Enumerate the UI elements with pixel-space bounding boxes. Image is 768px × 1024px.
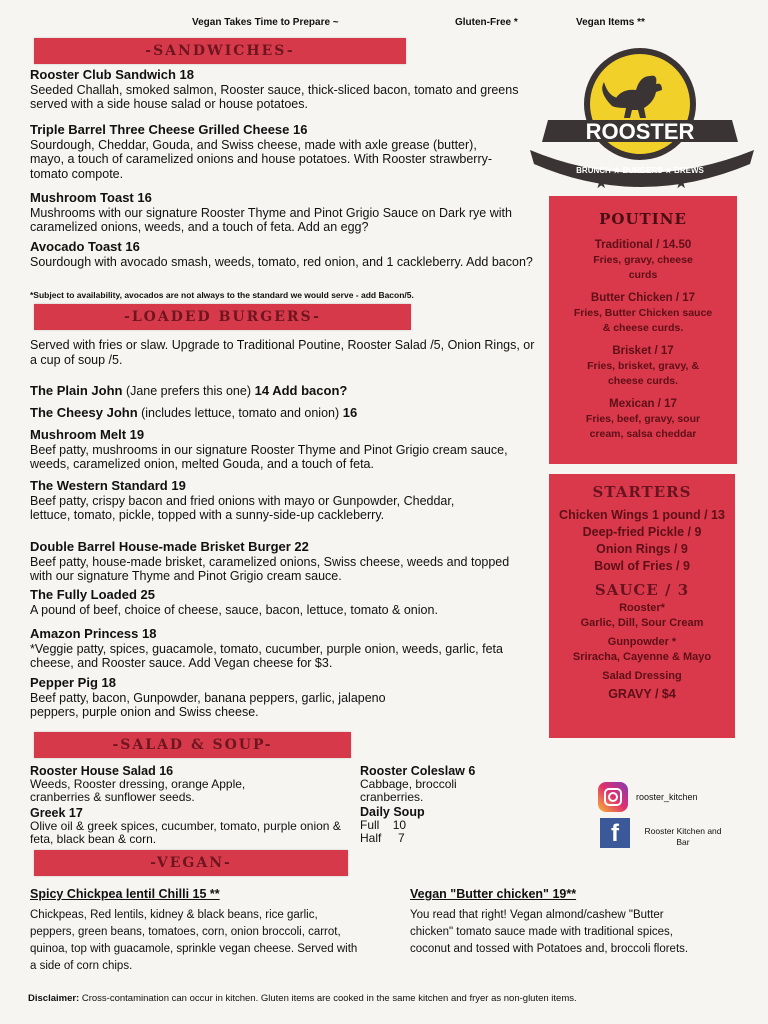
- item-title: Amazon Princess 18: [30, 626, 157, 641]
- item-description: Sourdough with avocado smash, weeds, tomato, red onion, and 1 cackleberry. Add bacon?: [30, 254, 533, 269]
- section-loaded-burgers: -LOADED BURGERS-: [34, 304, 411, 330]
- disclaimer-text: Cross-contamination can occur in kitchen. Gluten items are cooked in the same kitchen and fryer as non-gluten items.: [79, 993, 577, 1004]
- item-description: You read that right! Vegan almond/cashew "Butter chicken" tomato sauce made with traditional spices, coconut and tossed with Potatoes and, broccoli florets.: [410, 909, 689, 955]
- item-title: The Western Standard 19: [30, 478, 186, 493]
- legend-vegan-items: Vegan Items **: [576, 17, 645, 28]
- section-vegan: -VEGAN-: [34, 850, 348, 876]
- starter-item: Deep-fried Pickle / 9: [582, 525, 702, 539]
- item-description: Beef patty, house-made brisket, caramelized onions, Swiss cheese, weeds and topped with our signature Thyme and Pinot Grigio cream sauce.: [30, 554, 510, 583]
- item-description: Sourdough, Cheddar, Gouda, and Swiss cheese, made with axle grease (butter), mayo, a touch of caramelized onions and house potatoes. With Rooster strawberry-tomato compote.: [30, 137, 493, 181]
- starter-item: Onion Rings / 9: [596, 542, 688, 556]
- poutine-heading: POUTINE: [599, 210, 687, 228]
- section-sandwiches: -SANDWICHES-: [34, 38, 406, 64]
- item-description: Seeded Challah, smoked salmon, Rooster sauce, thick-sliced bacon, tomato and greens served with a side house salad or house potatoes.: [30, 82, 519, 111]
- poutine-panel: [549, 196, 737, 464]
- disclaimer: [28, 993, 748, 1004]
- poutine-item-desc: Fries, brisket, gravy, & cheese curds.: [587, 360, 699, 387]
- facebook-link[interactable]: [600, 818, 750, 852]
- menu-item: [30, 887, 360, 975]
- item-description: Olive oil & greek spices, cucumber, tomato, purple onion & feta, black bean & corn.: [30, 819, 341, 846]
- menu-item: [30, 68, 520, 112]
- item-description: Cabbage, broccoli cranberries.: [360, 777, 457, 804]
- logo-name: ROOSTER: [585, 119, 695, 144]
- logo-tagline: BRUNCH ★ BURGERS ★ BREWS: [576, 166, 704, 175]
- poutine-item-name: Butter Chicken / 17: [590, 292, 696, 304]
- sauce-desc: Garlic, Dill, Sour Cream: [580, 617, 704, 629]
- item-price: 14 Add bacon?: [251, 383, 348, 398]
- menu-item: [30, 479, 470, 523]
- menu-item: [30, 676, 410, 720]
- item-description: *Veggie patty, spices, guacamole, tomato, cucumber, purple onion, weeds, garlic, feta cheese, and Rooster sauce. Add Vegan cheese for $3.: [30, 641, 503, 670]
- item-title: Greek 17: [30, 806, 83, 820]
- instagram-link[interactable]: [598, 782, 748, 814]
- sauce-desc: Sriracha, Cayenne & Mayo: [572, 651, 712, 663]
- item-title: The Cheesy John: [30, 405, 138, 420]
- section-salad-soup: -SALAD & SOUP-: [34, 732, 351, 758]
- instagram-icon: [598, 782, 628, 812]
- svg-text:★: ★: [594, 175, 609, 192]
- soup-half: Half 7: [360, 831, 405, 845]
- item-title: Avocado Toast 16: [30, 239, 140, 254]
- daily-soup: [360, 806, 500, 845]
- disclaimer-label: Disclaimer:: [28, 993, 80, 1004]
- menu-item: [30, 627, 525, 671]
- starters-panel: [549, 474, 735, 738]
- item-note: (includes lettuce, tomato and onion): [137, 406, 340, 420]
- menu-item: [30, 406, 530, 421]
- facebook-name: Rooster Kitchen and Bar: [644, 826, 722, 847]
- sauce-name: Gunpowder *: [607, 636, 677, 648]
- poutine-item-name: Brisket / 17: [612, 345, 674, 357]
- avocado-note: *Subject to availability, avocados are not always to the standard we would serve - add Bacon/5.: [30, 290, 414, 300]
- menu-item: [30, 540, 520, 584]
- menu-item: [30, 588, 530, 617]
- svg-text:★: ★: [618, 171, 633, 188]
- item-description: Mushrooms with our signature Rooster Thyme and Pinot Grigio Sauce on Dark rye with caramelized onions, weeds, and a touch of feta. Add an egg?: [30, 205, 512, 234]
- poutine-item-desc: Fries, Butter Chicken sauce & cheese curds.: [573, 307, 713, 334]
- item-title: Rooster House Salad 16: [30, 764, 174, 778]
- soup-full: Full 10: [360, 818, 407, 832]
- sauce-heading: SAUCE / 3: [594, 581, 690, 599]
- item-title: The Fully Loaded 25: [30, 587, 155, 602]
- poutine-item-desc: Fries, beef, gravy, sour cream, salsa cheddar: [585, 413, 701, 440]
- item-title: Mushroom Toast 16: [30, 190, 152, 205]
- instagram-handle: rooster_kitchen: [636, 792, 698, 802]
- item-description: Beef patty, mushrooms in our signature Rooster Thyme and Pinot Grigio cream sauce, weeds, caramelized onion, melted Gouda, and a touch of feta.: [30, 442, 508, 471]
- poutine-item-name: Traditional / 14.50: [594, 239, 692, 251]
- facebook-icon: f: [600, 818, 630, 848]
- item-title: Spicy Chickpea lentil Chilli 15 **: [30, 887, 220, 901]
- item-title: The Plain John: [30, 383, 123, 398]
- poutine-item-name: Mexican / 17: [609, 398, 677, 410]
- item-price: 16: [339, 405, 358, 420]
- item-title: Vegan "Butter chicken" 19**: [410, 887, 577, 901]
- legend-vegan-time: Vegan Takes Time to Prepare ~: [192, 17, 339, 28]
- item-description: Beef patty, crispy bacon and fried onions with mayo or Gunpowder, Cheddar, lettuce, tomato, pickle, topped with a sunny-side-up cackleberry.: [30, 493, 455, 522]
- starter-item: Bowl of Fries / 9: [594, 559, 690, 573]
- gravy-price: GRAVY / $4: [608, 687, 676, 701]
- starters-heading: STARTERS: [592, 483, 692, 501]
- item-description: Beef patty, bacon, Gunpowder, banana peppers, garlic, jalapeno peppers, purple onion and Swiss cheese.: [30, 690, 386, 719]
- item-description: Chickpeas, Red lentils, kidney & black beans, rice garlic, peppers, green beans, tomatoes, corn, onion broccoli, carrot, quinoa, top with guacamole, sprinkle vegan cheese. Served with a side of corn chips.: [30, 909, 358, 972]
- menu-item: [30, 384, 530, 399]
- sauce-name: Salad Dressing: [602, 670, 682, 682]
- menu-item: [30, 240, 545, 269]
- menu-item: [30, 807, 350, 846]
- item-title: Rooster Coleslaw 6: [360, 764, 476, 778]
- menu-item: [410, 887, 695, 958]
- legend-gluten-free: Gluten-Free *: [455, 17, 518, 28]
- burgers-intro: [30, 338, 540, 367]
- item-title: Rooster Club Sandwich 18: [30, 67, 194, 82]
- menu-item: [30, 428, 530, 472]
- starter-item: Chicken Wings 1 pound / 13: [559, 508, 725, 522]
- item-title: Triple Barrel Three Cheese Grilled Cheese 16: [30, 122, 308, 137]
- burgers-intro-text: Served with fries or slaw. Upgrade to Traditional Poutine, Rooster Salad /5, Onion Rings, or a cup of soup /5.: [30, 338, 535, 367]
- poutine-item-desc: Fries, gravy, cheese curds: [593, 254, 693, 281]
- rooster-logo: [528, 46, 756, 192]
- menu-item: [360, 765, 500, 804]
- item-title: Double Barrel House-made Brisket Burger 22: [30, 539, 309, 554]
- sauce-name: Rooster*: [619, 602, 665, 614]
- item-title: Daily Soup: [360, 805, 425, 819]
- item-note: (Jane prefers this one): [122, 384, 252, 398]
- item-description: A pound of beef, choice of cheese, sauce, bacon, lettuce, tomato & onion.: [30, 602, 438, 617]
- item-title: Pepper Pig 18: [30, 675, 116, 690]
- menu-item: [30, 191, 545, 235]
- item-title: Mushroom Melt 19: [30, 427, 145, 442]
- svg-text:★: ★: [646, 171, 661, 188]
- item-description: Weeds, Rooster dressing, orange Apple, cranberries & sunflower seeds.: [30, 777, 246, 804]
- menu-item: [30, 765, 290, 804]
- svg-text:★: ★: [674, 175, 689, 192]
- menu-item: [30, 123, 510, 181]
